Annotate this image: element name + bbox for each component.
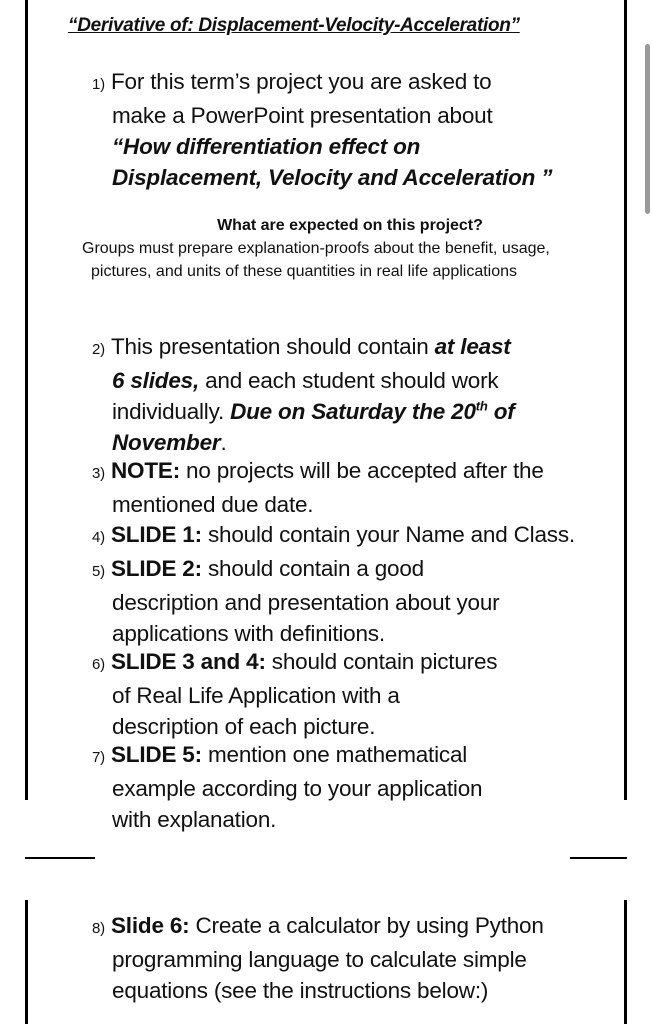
list-item-2: 2) This presentation should contain at least 6 slides, and each student should work individually. Due on Saturday the 20th of November. bbox=[92, 334, 515, 455]
expected-text-line-1: Groups must prepare explanation-proofs about the benefit, usage, bbox=[82, 240, 550, 257]
right-border-bottom bbox=[624, 900, 627, 1024]
section-divider-left bbox=[25, 857, 95, 859]
right-border-top bbox=[624, 0, 627, 800]
section-divider-right bbox=[570, 857, 627, 859]
expected-text-line-2: pictures, and units of these quantities in real life applications bbox=[91, 263, 518, 280]
document-title: “Derivative of: Displacement-Velocity-Acceleration” bbox=[68, 15, 520, 36]
left-border-bottom bbox=[25, 900, 28, 1024]
scrollbar[interactable] bbox=[645, 44, 650, 214]
list-item-5: 5) SLIDE 2: should contain a good description and presentation about your applications with definitions. bbox=[92, 556, 500, 646]
expected-heading: What are expected on this project? bbox=[217, 217, 483, 234]
left-border-top bbox=[25, 0, 28, 800]
list-item-3: 3) NOTE: no projects will be accepted after the mentioned due date. bbox=[92, 458, 544, 517]
list-item-6: 6) SLIDE 3 and 4: should contain pictures of Real Life Application with a description of each picture. bbox=[92, 649, 498, 739]
list-item-1: 1) For this term’s project you are asked to make a PowerPoint presentation about “How differentiation effect on Displacement, Velocity and Acceleration ” bbox=[92, 69, 553, 190]
list-item-8: 8) Slide 6: Create a calculator by using Python programming language to calculate simple equations (see the instructions below:) bbox=[92, 913, 544, 1003]
list-item-7: 7) SLIDE 5: mention one mathematical example according to your application with explanation. bbox=[92, 742, 483, 832]
item-number: 1) bbox=[92, 76, 105, 93]
list-item-4: 4) SLIDE 1: should contain your Name and Class. bbox=[92, 522, 575, 547]
